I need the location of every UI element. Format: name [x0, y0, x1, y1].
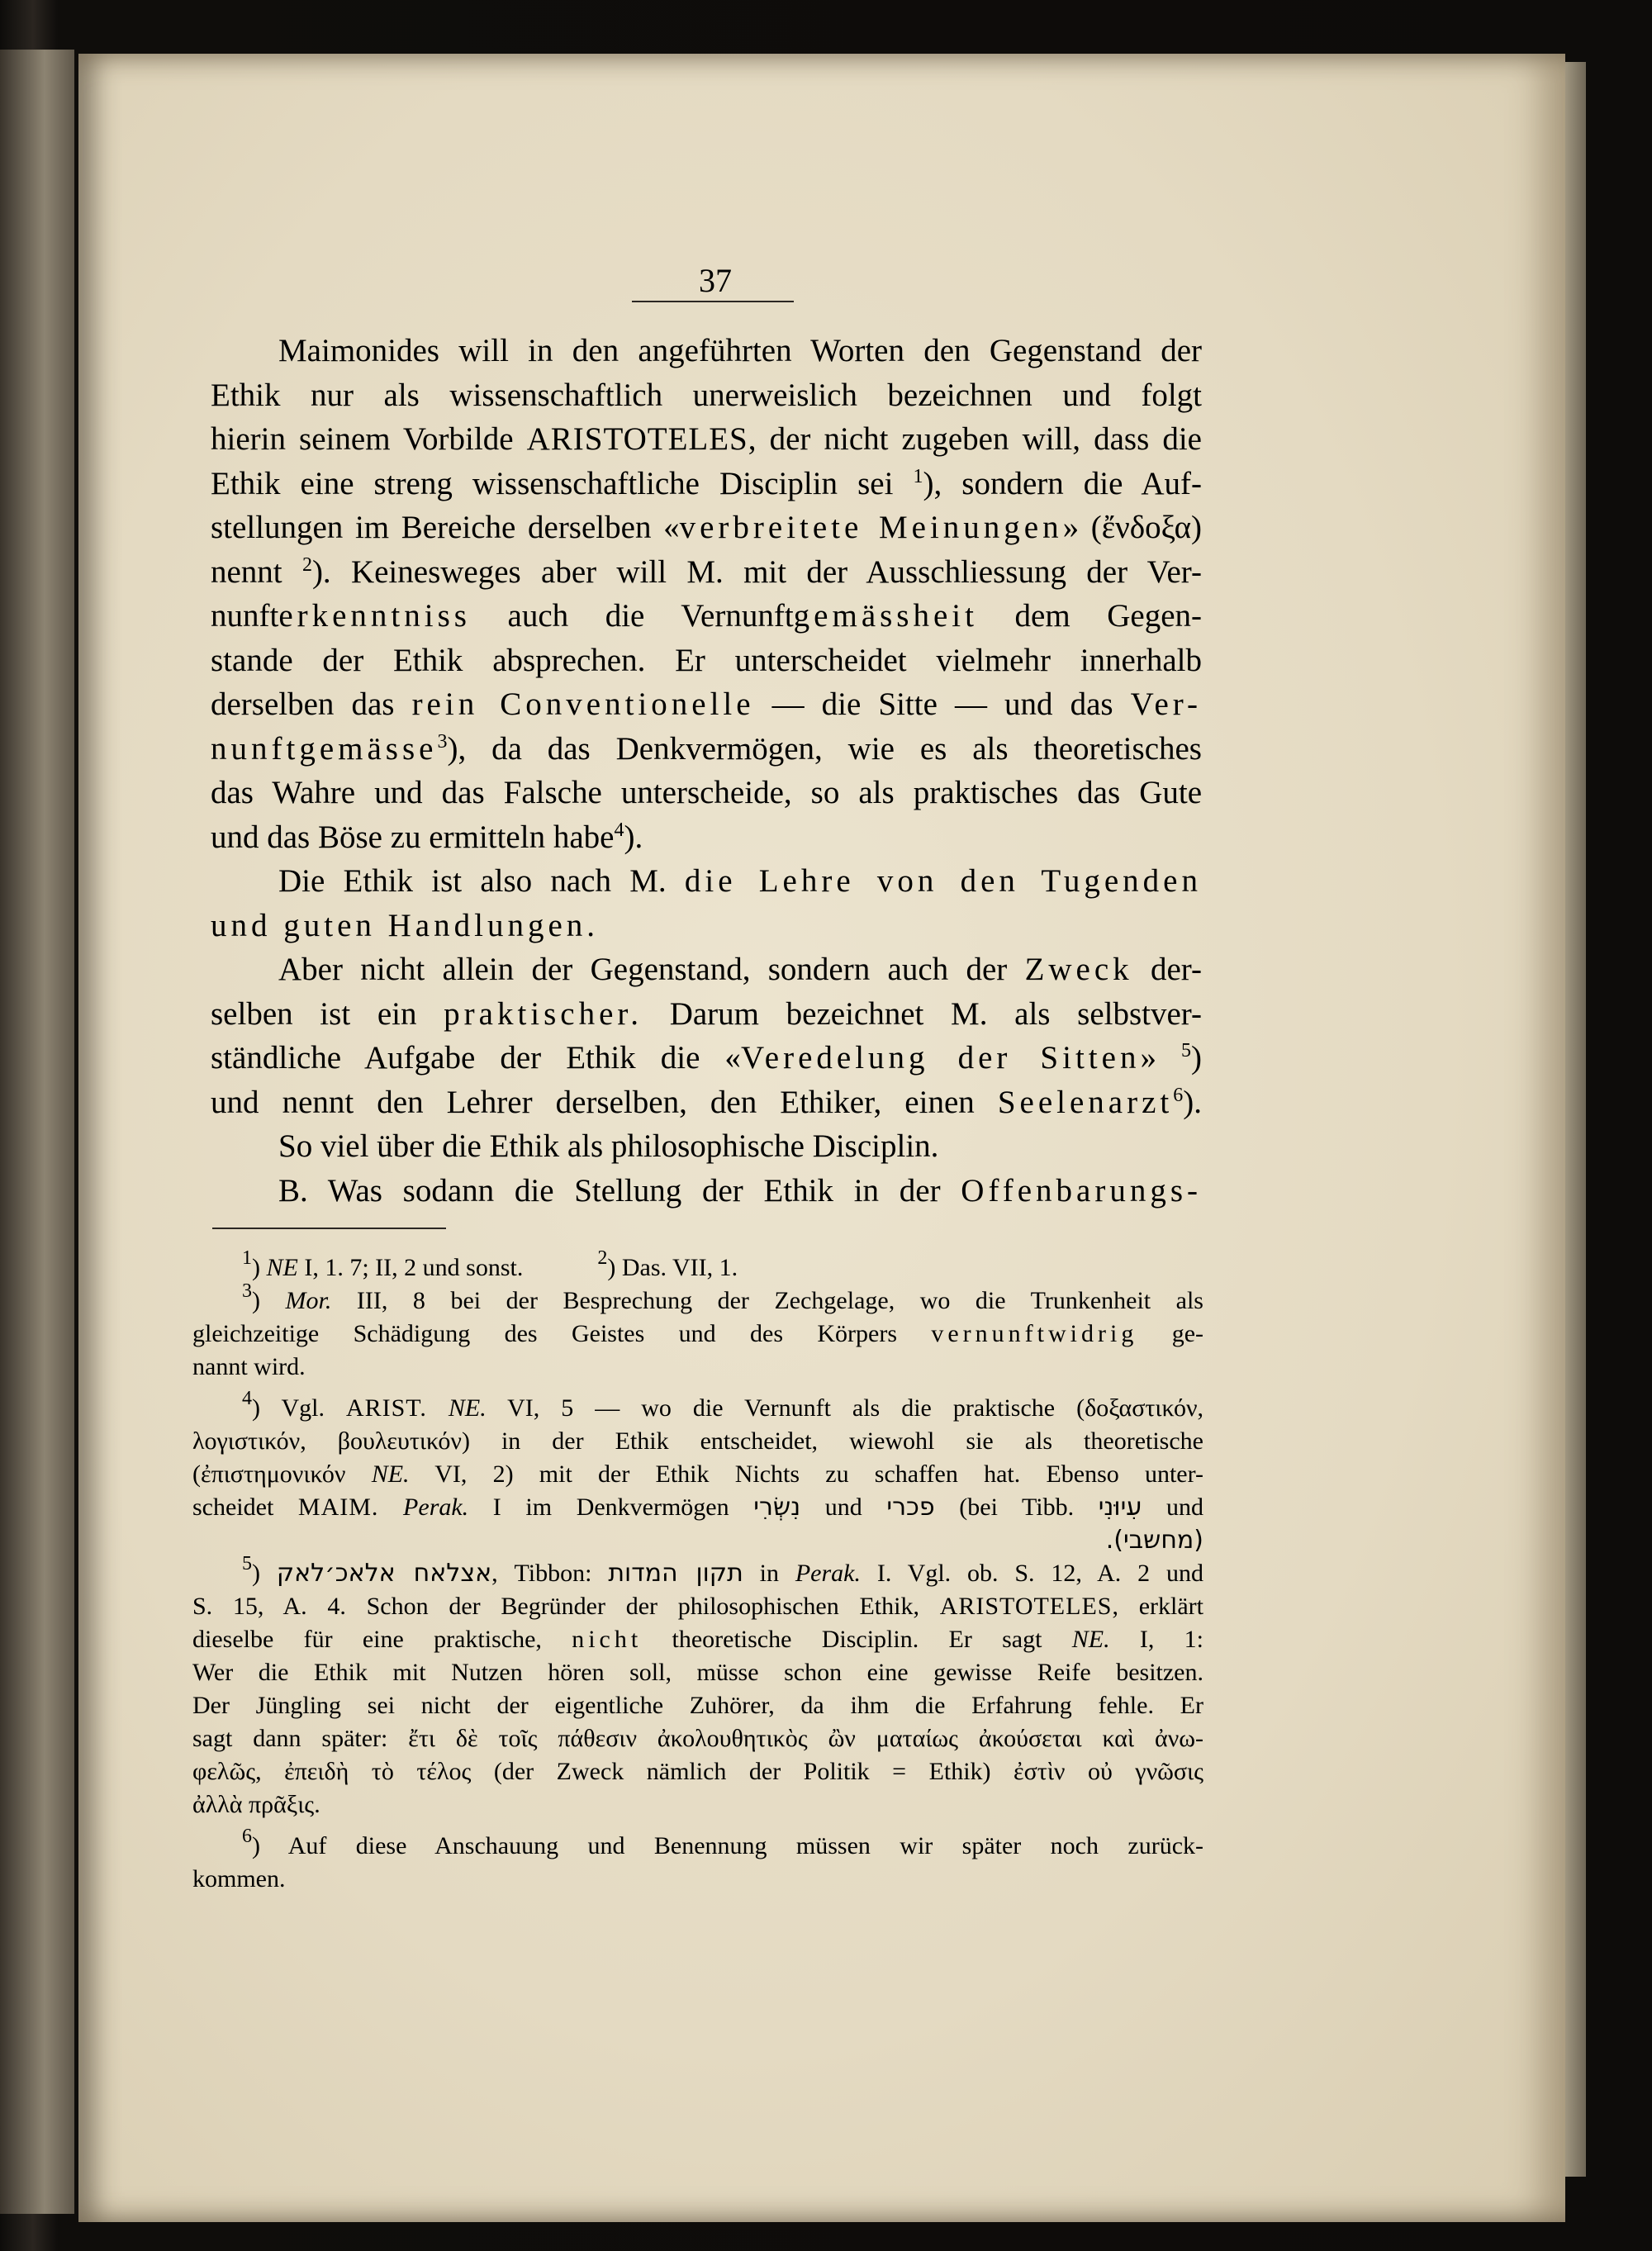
footnote: $^1$) NE I, 1. 7; II, 2 und sonst. $^2$) Das. VII, 1.	[242, 1247, 738, 1281]
text-line: und guten Handlungen.	[211, 907, 600, 943]
text-line: So viel über die Ethik als philosophische Disciplin.	[278, 1128, 939, 1164]
text-line: B. Was sodann die Stellung der Ethik in der Offenbarungs-	[278, 1172, 1202, 1209]
footnote-line: ἀλλὰ πρᾶξις.	[192, 1791, 320, 1818]
text-line: stande der Ethik absprechen. Er unterscheidet vielmehr innerhalb	[211, 642, 1202, 678]
text-line: Ethik nur als wissenschaftlich unerweislich bezeichnen und folgt	[211, 377, 1202, 413]
author-name: ARISTOTELES	[526, 421, 748, 457]
main-text	[211, 329, 1202, 1213]
previous-page-edge	[0, 50, 74, 2214]
text-line: und das Böse zu ermitteln habe$^4$).	[211, 819, 643, 855]
footnote-line: gleichzeitige Schädigung des Geistes und des Körpers vernunftwidrig ge-	[192, 1320, 1203, 1347]
footnote-line: nannt wird.	[192, 1353, 306, 1380]
footnote-line: kommen.	[192, 1865, 286, 1892]
text-line: nennt $^2$). Keinesweges aber will M. mit der Ausschliessung der Ver-	[211, 553, 1202, 590]
footnote: $^6$) Auf diese Anschauung und Benennung müssen wir später noch zurück-	[242, 1826, 1203, 1859]
text-line: das Wahre und das Falsche unterscheide, so als praktisches das Gute	[211, 775, 1202, 810]
footnotes	[192, 1247, 1204, 1896]
footnote: $^5$) אצלאח אלאכ׳לאק, Tibbon: תקון המדות in Perak. I. Vgl. ob. S. 12, A. 2 und	[242, 1553, 1203, 1588]
text-line: nunftgemässe$^3$), da das Denkvermögen, wie es als theoretisches	[211, 730, 1202, 767]
footnote-line: φελῶς, ἐπειδὴ τὸ τέλος (der Zweck nämlich der Politik = Ethik) ἐστὶν οὐ γνῶσις	[192, 1758, 1203, 1785]
footnote-marker: 6	[1173, 1084, 1184, 1106]
footnote: $^4$) Vgl. ARIST. NE. VI, 5 — wo die Vernunft als die praktische (δοξαστικόν,	[242, 1388, 1204, 1422]
footnote-marker: 3	[437, 730, 448, 753]
footnote-line: S. 15, A. 4. Schon der Begründer der philosophischen Ethik, ARISTOTELES, erklärt	[192, 1593, 1203, 1620]
text-line: derselben das rein Conventionelle — die Sitte — und das Ver-	[211, 686, 1203, 722]
text-line: selben ist ein praktischer. Darum bezeichnet M. als selbstver-	[211, 995, 1202, 1032]
footnote-marker: 4	[614, 819, 624, 841]
text-line: Ethik eine streng wissenschaftliche Disciplin sei $^1$), sondern die Auf-	[211, 465, 1202, 501]
text-line: Maimonides will in den angeführten Worten den Gegenstand der	[278, 333, 1202, 368]
footnote-line: Wer die Ethik mit Nutzen hören soll, müsse schon eine gewisse Reife besitzen.	[192, 1659, 1203, 1686]
footnote-line: scheidet MAIM. Perak. I im Denkvermögen נִשְׂרִי und פכרי (bei Tibb. עִיוּנִי und	[192, 1493, 1204, 1522]
footnote-line: dieselbe für eine praktische, nicht theoretische Disciplin. Er sagt NE. I, 1:	[192, 1626, 1203, 1653]
footnote-line: sagt dann später: ἔτι δὲ τοῖς πάθεσιν ἀκολουθητικὸς ὢν ματαίως ἀκούσεται καὶ ἀνω-	[192, 1725, 1203, 1752]
footnote-line: (מחשבי).	[1105, 1526, 1203, 1555]
text-line: und nennt den Lehrer derselben, den Ethiker, einen Seelenarzt$^6$).	[211, 1084, 1202, 1120]
footnote-marker: 2	[301, 553, 312, 576]
footnote-marker: 5	[1181, 1040, 1192, 1061]
text-line: Aber nicht allein der Gegenstand, sondern auch der Zweck der-	[278, 952, 1202, 987]
text-line: stellungen im Bereiche derselben «verbreitete Meinungen» (ἔνδοξα)	[211, 510, 1203, 545]
page-number-rule	[632, 301, 794, 302]
footnote-marker: 1	[913, 465, 923, 487]
footnote-line: λογιστικόν, βουλευτικόν) in der Ethik entscheidet, wiewohl sie als theoretische	[192, 1427, 1203, 1455]
footnote: $^3$) Mor. III, 8 bei der Besprechung der Zechgelage, wo die Trunkenheit als	[242, 1280, 1203, 1314]
text-line: hierin seinem Vorbilde ARISTOTELES, der nicht zugeben will, dass die	[211, 421, 1202, 457]
footnote-separator	[212, 1228, 446, 1229]
page-number: 37	[699, 262, 732, 299]
text-line: Die Ethik ist also nach M. die Lehre von den Tugenden	[278, 863, 1202, 899]
footnote-line: Der Jüngling sei nicht der eigentliche Zuhörer, da ihm die Erfahrung fehle. Er	[192, 1692, 1203, 1719]
text-line: ständliche Aufgabe der Ethik die «Veredelung der Sitten» $^5$)	[211, 1040, 1203, 1076]
footnote-line: (ἐπιστημονικόν NE. VI, 2) mit der Ethik Nichts zu schaffen hat. Ebenso unter-	[192, 1460, 1203, 1488]
text-line: nunfterkenntniss auch die Vernunftgemässheit dem Gegen-	[211, 598, 1202, 634]
